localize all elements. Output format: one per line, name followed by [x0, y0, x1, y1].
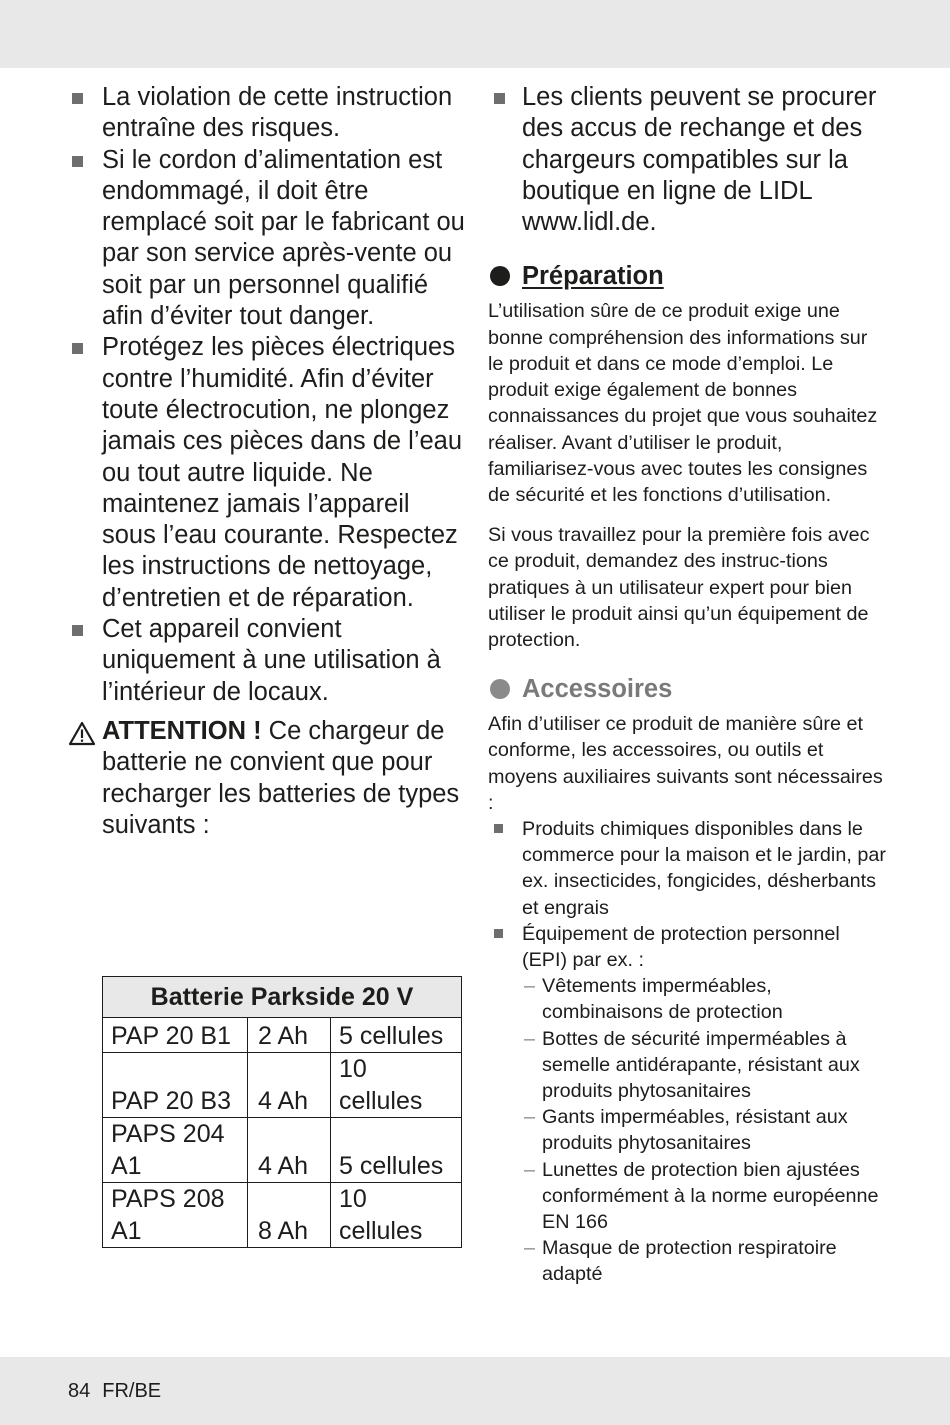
table-row: [103, 1118, 462, 1183]
section-heading-accessories: Accessoires: [488, 673, 888, 705]
accessories-list: [488, 816, 888, 1288]
list-item: – Masque de protection respiratoire adapté: [524, 1237, 837, 1286]
ppe-sub-list: [522, 973, 888, 1287]
list-item: – Lunettes de protection bien ajustées conformément à la norme européenne EN 166: [524, 1158, 879, 1233]
list-item: – Gants imperméables, résistant aux produits phytosanitaires: [524, 1106, 848, 1155]
dash-bullet-icon: –: [524, 1158, 536, 1181]
square-bullet-icon: [72, 343, 83, 354]
paragraph: Si vous travaillez pour la première fois avec ce produit, demandez des instruc-tions pratiques à un utilisateur expert pour bien utiliser le produit ainsi qu’un équipement de protection.: [488, 524, 870, 651]
square-bullet-icon: [494, 93, 505, 104]
table-cell: PAPS 204 A1: [103, 1118, 248, 1183]
square-bullet-icon: [494, 824, 503, 833]
section-heading-preparation: Préparation: [488, 260, 888, 292]
table-cell: PAP 20 B3: [103, 1053, 248, 1118]
table-cell: 10 cellules: [331, 1053, 462, 1118]
table-cell: 5 cellules: [331, 1018, 462, 1053]
dash-bullet-icon: –: [524, 1027, 536, 1050]
warning-notice: [68, 716, 468, 841]
table-cell: 8 Ah: [248, 1183, 331, 1248]
list-item: La violation de cette instruction entraîne des risques.: [68, 82, 468, 145]
square-bullet-icon: [494, 929, 503, 938]
circle-bullet-icon: [490, 266, 510, 286]
header-band: [0, 0, 950, 68]
page-footer: [68, 1380, 173, 1403]
table-cell: PAP 20 B1: [103, 1018, 248, 1053]
circle-bullet-icon: [490, 679, 510, 699]
list-item: – Vêtements imperméables, combinaisons de protection: [524, 975, 783, 1024]
list-item: Équipement de protection personnel (EPI) par ex. : – Vêtements imperméables, combinaisons de protection – Bottes de sécurité imperméables à semelle antidérapante, résistant aux produits phytosanitaires – Gants imperméables, résistant aux produits phytosanitaires – Lunettes de protection bien ajustées conformément à la norme européenne EN 166 – Masque de protection respiratoire adapté: [488, 921, 888, 1288]
table-row: [103, 1018, 462, 1053]
safety-bullet-list: [68, 82, 468, 708]
table-row: [103, 1183, 462, 1248]
table-header-row: [103, 977, 462, 1018]
warning-label: ATTENTION !: [102, 716, 262, 745]
page-number: 84: [68, 1380, 91, 1402]
list-item: Cet appareil convient uniquement à une utilisation à l’intérieur de locaux.: [68, 614, 468, 708]
battery-table: [102, 976, 462, 1248]
table-cell: 2 Ah: [248, 1018, 331, 1053]
table-header: Batterie Parkside 20 V: [103, 977, 462, 1018]
warning-text: Ce chargeur de batterie ne convient que pour recharger les batteries de types suivants :: [102, 716, 460, 839]
square-bullet-icon: [72, 625, 83, 636]
list-item: Protégez les pièces électriques contre l’humidité. Afin d’éviter toute électrocution, ne plongez jamais ces pièces dans de l’eau ou tout autre liquide. Ne maintenez jamais l’appareil sous l’eau courante. Respectez les instructions de nettoyage, d’entretien et de réparation.: [68, 332, 468, 614]
dash-bullet-icon: –: [524, 975, 536, 998]
list-item: – Bottes de sécurité imperméables à semelle antidérapante, résistant aux produits phytosanitaires: [524, 1027, 860, 1102]
warning-triangle-icon: [68, 721, 96, 746]
table-cell: 10 cellules: [331, 1183, 462, 1248]
square-bullet-icon: [72, 156, 83, 167]
list-item: Produits chimiques disponibles dans le commerce pour la maison et le jardin, par ex. insecticides, fongicides, désherbants et engrais: [488, 816, 888, 921]
right-column: [488, 82, 888, 1288]
dash-bullet-icon: –: [524, 1237, 536, 1260]
paragraph: Afin d’utiliser ce produit de manière sûre et conforme, les accessoires, ou outils et moyens auxiliaires suivants sont nécessaires :: [488, 713, 883, 814]
table-cell: PAPS 208 A1: [103, 1183, 248, 1248]
table-cell: 5 cellules: [331, 1118, 462, 1183]
list-item: Si le cordon d’alimentation est endommagé, il doit être remplacé soit par le fabricant ou par son service après-vente ou soit par un personnel qualifié afin d’éviter tout danger.: [68, 145, 468, 333]
locale-label: FR/BE: [102, 1380, 162, 1402]
square-bullet-icon: [72, 93, 83, 104]
table-cell: 4 Ah: [248, 1118, 331, 1183]
paragraph: L’utilisation sûre de ce produit exige une bonne compréhension des informations sur le produit et dans ce mode d’emploi. Le produit exige également de bonnes connaissances du projet que vous souhaitez réaliser. Avant d’utiliser le produit, familiarisez-vous avec toutes les consignes de sécurité et les fonctions d’utilisation.: [488, 300, 878, 506]
table-row: [103, 1053, 462, 1118]
table-cell: 4 Ah: [248, 1053, 331, 1118]
left-column: [68, 82, 468, 841]
dash-bullet-icon: –: [524, 1106, 536, 1129]
list-item: Les clients peuvent se procurer des accus de rechange et des chargeurs compatibles sur la boutique en ligne de LIDL www.lidl.de.: [488, 82, 888, 238]
